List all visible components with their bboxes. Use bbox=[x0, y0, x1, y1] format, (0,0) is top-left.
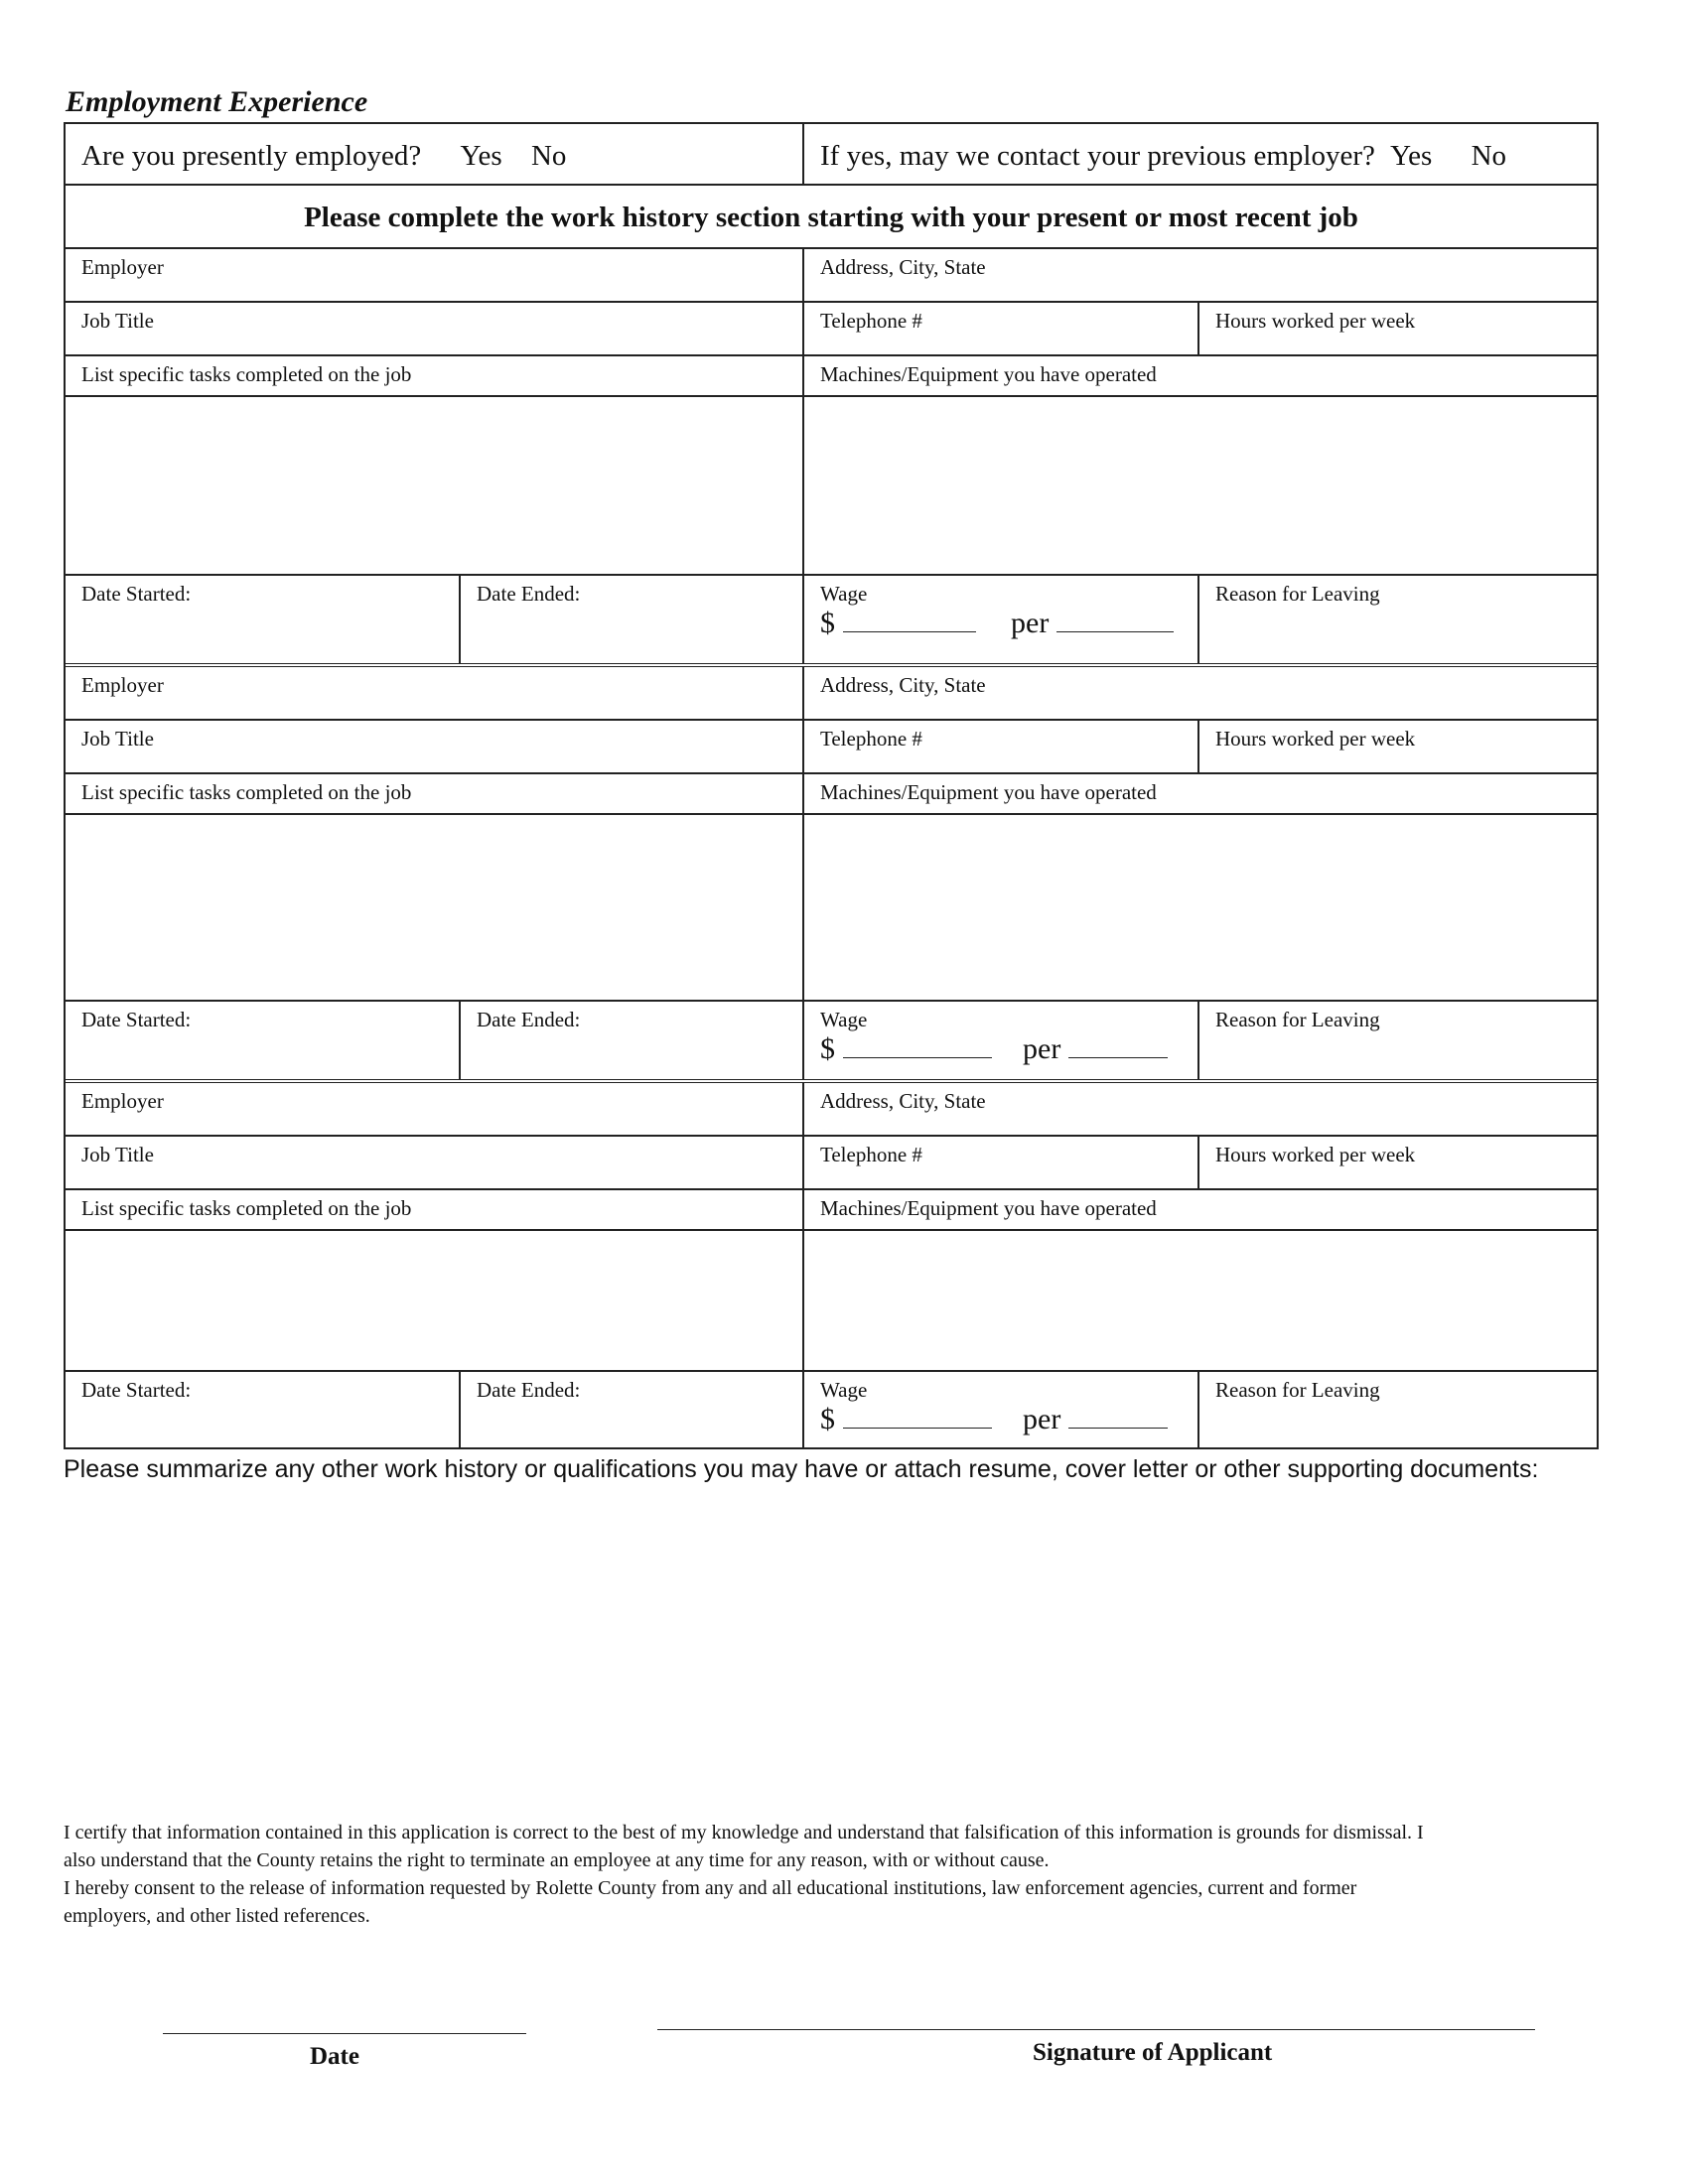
wage-field[interactable] bbox=[804, 1372, 1199, 1447]
date-started-field[interactable]: Date Started: bbox=[66, 1002, 461, 1079]
wage-label: Wage bbox=[820, 1008, 868, 1031]
wage-amount-blank[interactable] bbox=[843, 1406, 992, 1429]
wage-amount-blank[interactable] bbox=[843, 1035, 992, 1058]
work-history-heading: Please complete the work history section starting with your present or most recent job bbox=[304, 202, 1358, 233]
tasks-textarea[interactable] bbox=[66, 1231, 804, 1370]
job-entry-1 bbox=[66, 249, 1597, 667]
hours-field[interactable]: Hours worked per week bbox=[1215, 309, 1416, 333]
job-title-field[interactable]: Job Title bbox=[66, 721, 804, 772]
certification-line-3: I hereby consent to the release of information requested by Rolette County from any and all educational institutions, law enforcement agencies, current and former bbox=[64, 1877, 1357, 1899]
per-label: per bbox=[1011, 607, 1050, 639]
machines-textarea[interactable] bbox=[804, 397, 1597, 574]
employed-yes-option[interactable]: Yes bbox=[460, 140, 502, 172]
tasks-label: List specific tasks completed on the job bbox=[66, 1190, 804, 1229]
dollar-sign: $ bbox=[820, 1403, 835, 1435]
employer-field[interactable]: Employer bbox=[66, 667, 804, 719]
hours-field[interactable]: Hours worked per week bbox=[1215, 1143, 1416, 1166]
wage-period-blank[interactable] bbox=[1068, 1406, 1168, 1429]
date-started-field[interactable]: Date Started: bbox=[66, 1372, 461, 1447]
tasks-label: List specific tasks completed on the job bbox=[66, 356, 804, 395]
summary-area[interactable] bbox=[64, 1499, 1599, 1777]
wage-period-blank[interactable] bbox=[1056, 610, 1174, 632]
reason-field[interactable]: Reason for Leaving bbox=[1215, 582, 1380, 606]
reason-field[interactable]: Reason for Leaving bbox=[1215, 1008, 1380, 1031]
contact-yes-option[interactable]: Yes bbox=[1390, 140, 1433, 172]
address-field[interactable]: Address, City, State bbox=[820, 1089, 986, 1113]
date-ended-field[interactable]: Date Ended: bbox=[461, 1002, 804, 1079]
wage-field[interactable] bbox=[804, 1002, 1199, 1079]
certification-line-2: also understand that the County retains the right to terminate an employee at any time for any reason, with or without cause. bbox=[64, 1849, 1050, 1871]
section-title: Employment Experience bbox=[66, 85, 368, 118]
employer-field[interactable]: Employer bbox=[66, 249, 804, 301]
tasks-textarea[interactable] bbox=[66, 815, 804, 1000]
certification-line-4: employers, and other listed references. bbox=[64, 1905, 370, 1927]
employed-no-option[interactable]: No bbox=[530, 140, 567, 172]
tasks-label: List specific tasks completed on the job bbox=[66, 774, 804, 813]
employment-form bbox=[64, 122, 1599, 1449]
wage-period-blank[interactable] bbox=[1068, 1035, 1168, 1058]
wage-label: Wage bbox=[820, 1378, 868, 1402]
wage-label: Wage bbox=[820, 582, 868, 606]
job-entry-3 bbox=[66, 1083, 1597, 1447]
employer-field[interactable]: Employer bbox=[66, 1083, 804, 1135]
job-title-field[interactable]: Job Title bbox=[66, 303, 804, 354]
dollar-sign: $ bbox=[820, 607, 835, 639]
reason-field[interactable]: Reason for Leaving bbox=[1215, 1378, 1380, 1402]
date-line[interactable] bbox=[163, 2033, 526, 2034]
tasks-textarea[interactable] bbox=[66, 397, 804, 574]
summary-instructions: Please summarize any other work history or qualifications you may have or attach resume, cover letter or other supporting documents: bbox=[64, 1455, 1539, 1483]
telephone-field[interactable]: Telephone # bbox=[804, 1137, 1199, 1188]
hours-field[interactable]: Hours worked per week bbox=[1215, 727, 1416, 751]
wage-amount-blank[interactable] bbox=[843, 610, 976, 632]
presently-employed-question: Are you presently employed? Yes No bbox=[66, 124, 804, 184]
contact-no-option[interactable]: No bbox=[1471, 140, 1507, 172]
per-label: per bbox=[1023, 1403, 1061, 1435]
per-label: per bbox=[1023, 1032, 1061, 1065]
dollar-sign: $ bbox=[820, 1032, 835, 1065]
contact-employer-question: If yes, may we contact your previous employer? Yes No bbox=[820, 140, 1507, 172]
question-row bbox=[66, 124, 1597, 186]
job-title-field[interactable]: Job Title bbox=[66, 1137, 804, 1188]
machines-textarea[interactable] bbox=[804, 815, 1597, 1000]
date-label: Date bbox=[310, 2043, 359, 2070]
address-field[interactable]: Address, City, State bbox=[820, 673, 986, 697]
wage-field[interactable] bbox=[804, 576, 1199, 663]
signature-line[interactable] bbox=[657, 2029, 1535, 2030]
machines-label: Machines/Equipment you have operated bbox=[820, 780, 1157, 804]
date-ended-field[interactable]: Date Ended: bbox=[461, 576, 804, 663]
certification-text bbox=[64, 1819, 1599, 1930]
telephone-field[interactable]: Telephone # bbox=[804, 721, 1199, 772]
signature-label: Signature of Applicant bbox=[1033, 2039, 1273, 2066]
telephone-field[interactable]: Telephone # bbox=[804, 303, 1199, 354]
job-entry-2 bbox=[66, 667, 1597, 1083]
certification-line-1: I certify that information contained in this application is correct to the best of my knowledge and understand that falsification of this information is grounds for dismissal. I bbox=[64, 1822, 1424, 1843]
machines-label: Machines/Equipment you have operated bbox=[820, 362, 1157, 386]
heading-row bbox=[66, 186, 1597, 249]
machines-label: Machines/Equipment you have operated bbox=[820, 1196, 1157, 1220]
address-field[interactable]: Address, City, State bbox=[820, 255, 986, 279]
date-started-field[interactable]: Date Started: bbox=[66, 576, 461, 663]
machines-textarea[interactable] bbox=[804, 1231, 1597, 1370]
date-ended-field[interactable]: Date Ended: bbox=[461, 1372, 804, 1447]
